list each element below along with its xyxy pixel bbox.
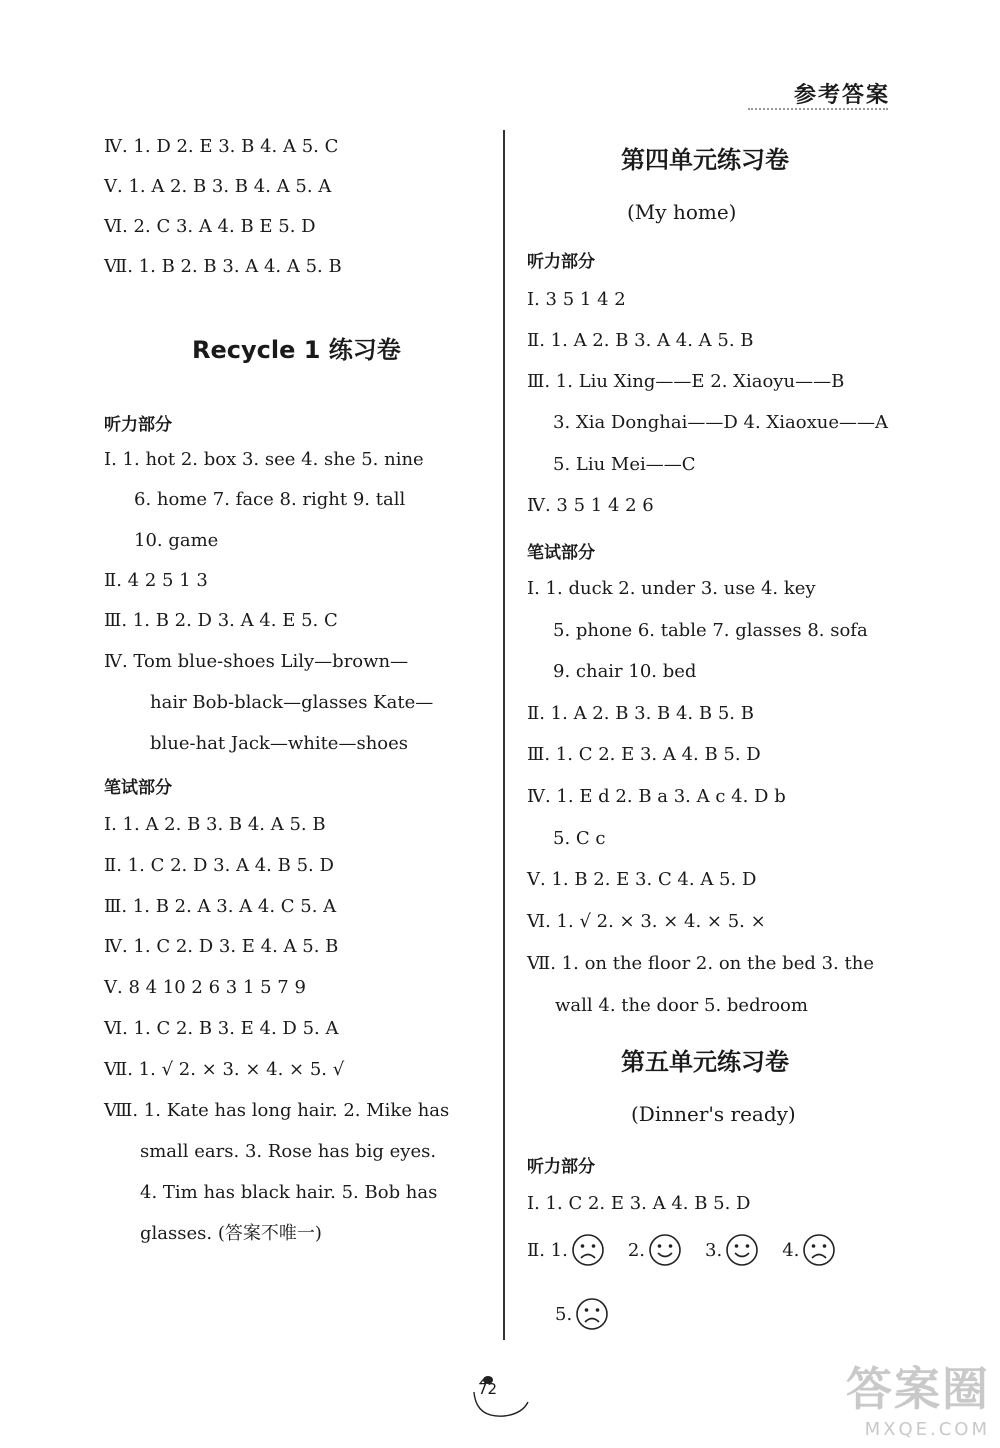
answer-line: Ⅴ. 8 4 10 2 6 3 1 5 7 9 xyxy=(104,977,306,998)
face-label: 3. xyxy=(705,1239,723,1261)
happy-face-icon xyxy=(647,1232,683,1268)
watermark-url: MXQE.COM xyxy=(864,1419,990,1440)
answer-line: 5. phone 6. table 7. glasses 8. sofa xyxy=(553,620,868,641)
answer-line: Ⅲ. 1. C 2. E 3. A 4. B 5. D xyxy=(527,744,761,765)
answer-line: Ⅴ. 1. A 2. B 3. B 4. A 5. A xyxy=(104,176,332,197)
answer-line: Ⅳ. Tom blue-shoes Lily—brown— xyxy=(104,651,409,672)
answer-line: Ⅶ. 1. B 2. B 3. A 4. A 5. B xyxy=(104,256,342,277)
answer-line: 6. home 7. face 8. right 9. tall xyxy=(134,489,406,510)
sad-face-icon xyxy=(574,1296,610,1332)
unit5-title: 第五单元练习卷 xyxy=(621,1048,789,1076)
answer-line: Ⅵ. 1. √ 2. × 3. × 4. × 5. × xyxy=(527,911,766,932)
answer-line: blue-hat Jack—white—shoes xyxy=(150,733,409,754)
recycle-title: Recycle 1 练习卷 xyxy=(192,336,401,364)
answer-line: Ⅰ. 1. hot 2. box 3. see 4. she 5. nine xyxy=(104,449,424,470)
answer-line: Ⅱ. 4 2 5 1 3 xyxy=(104,570,208,591)
answer-line: Ⅵ. 2. C 3. A 4. B E 5. D xyxy=(104,216,316,237)
sad-face-icon xyxy=(570,1232,606,1268)
faces-row-2 xyxy=(555,1296,610,1332)
answer-line: 3. Xia Donghai——D 4. Xiaoxue——A xyxy=(553,412,888,433)
answer-line: small ears. 3. Rose has big eyes. xyxy=(140,1141,437,1162)
answer-line: 5. Liu Mei——C xyxy=(553,454,696,475)
answer-line: Ⅱ. 1. A 2. B 3. B 4. B 5. B xyxy=(527,703,754,724)
page-number: 72 xyxy=(478,1380,498,1398)
header-rule xyxy=(748,108,888,110)
sad-face-icon xyxy=(801,1232,837,1268)
listening-label: 听力部分 xyxy=(527,1157,595,1177)
face-label: 5. xyxy=(555,1303,573,1325)
unit4-title: 第四单元练习卷 xyxy=(621,146,789,174)
answer-line: 5. C c xyxy=(553,828,606,849)
answer-line: Ⅲ. 1. B 2. D 3. A 4. E 5. C xyxy=(104,610,338,631)
answer-line: 4. Tim has black hair. 5. Bob has xyxy=(140,1182,438,1203)
listening-label: 听力部分 xyxy=(104,415,172,435)
writing-label: 笔试部分 xyxy=(527,543,595,563)
answer-line: 9. chair 10. bed xyxy=(553,661,697,682)
answer-line: wall 4. the door 5. bedroom xyxy=(555,995,808,1016)
answer-line: glasses. (答案不唯一) xyxy=(140,1223,322,1244)
answer-line: Ⅶ. 1. on the floor 2. on the bed 3. the xyxy=(527,953,874,974)
page-ornament-icon xyxy=(466,1372,536,1426)
answer-line: Ⅰ. 1. duck 2. under 3. use 4. key xyxy=(527,578,816,599)
answer-line: Ⅵ. 1. C 2. B 3. E 4. D 5. A xyxy=(104,1018,339,1039)
answer-line: Ⅰ. 1. C 2. E 3. A 4. B 5. D xyxy=(527,1193,751,1214)
faces-prefix: Ⅱ. 1. xyxy=(527,1239,568,1261)
answer-line: Ⅳ. 3 5 1 4 2 6 xyxy=(527,495,654,516)
answer-line: Ⅷ. 1. Kate has long hair. 2. Mike has xyxy=(104,1100,450,1121)
face-label: 2. xyxy=(627,1239,646,1261)
answer-line: Ⅳ. 1. E d 2. B a 3. A c 4. D b xyxy=(527,786,786,807)
page-header: 参考答案 xyxy=(793,83,890,108)
answer-line: Ⅱ. 1. C 2. D 3. A 4. B 5. D xyxy=(104,855,334,876)
answer-line: Ⅳ. 1. C 2. D 3. E 4. A 5. B xyxy=(104,936,339,957)
happy-face-icon xyxy=(724,1232,760,1268)
answer-line: hair Bob-black—glasses Kate— xyxy=(150,692,434,713)
answer-line: Ⅴ. 1. B 2. E 3. C 4. A 5. D xyxy=(527,869,757,890)
answer-line: Ⅰ. 3 5 1 4 2 xyxy=(527,289,626,310)
faces-row xyxy=(527,1232,837,1268)
answer-line: Ⅲ. 1. Liu Xing——E 2. Xiaoyu——B xyxy=(527,371,845,392)
listening-label: 听力部分 xyxy=(527,252,595,272)
column-divider xyxy=(503,130,505,1340)
face-label: 4. xyxy=(782,1239,800,1261)
answer-line: Ⅱ. 1. A 2. B 3. A 4. A 5. B xyxy=(527,330,754,351)
answer-line: Ⅶ. 1. √ 2. × 3. × 4. × 5. √ xyxy=(104,1059,345,1080)
answer-line: 10. game xyxy=(134,530,219,551)
unit5-subtitle: (Dinner's ready) xyxy=(631,1102,796,1126)
watermark-text: 答案圈 xyxy=(846,1362,990,1416)
watermark-logo xyxy=(846,1353,990,1440)
unit4-subtitle: (My home) xyxy=(627,200,737,224)
answer-line: Ⅲ. 1. B 2. A 3. A 4. C 5. A xyxy=(104,896,337,917)
answer-line: Ⅰ. 1. A 2. B 3. B 4. A 5. B xyxy=(104,814,326,835)
writing-label: 笔试部分 xyxy=(104,778,172,798)
answer-line: Ⅳ. 1. D 2. E 3. B 4. A 5. C xyxy=(104,136,339,157)
